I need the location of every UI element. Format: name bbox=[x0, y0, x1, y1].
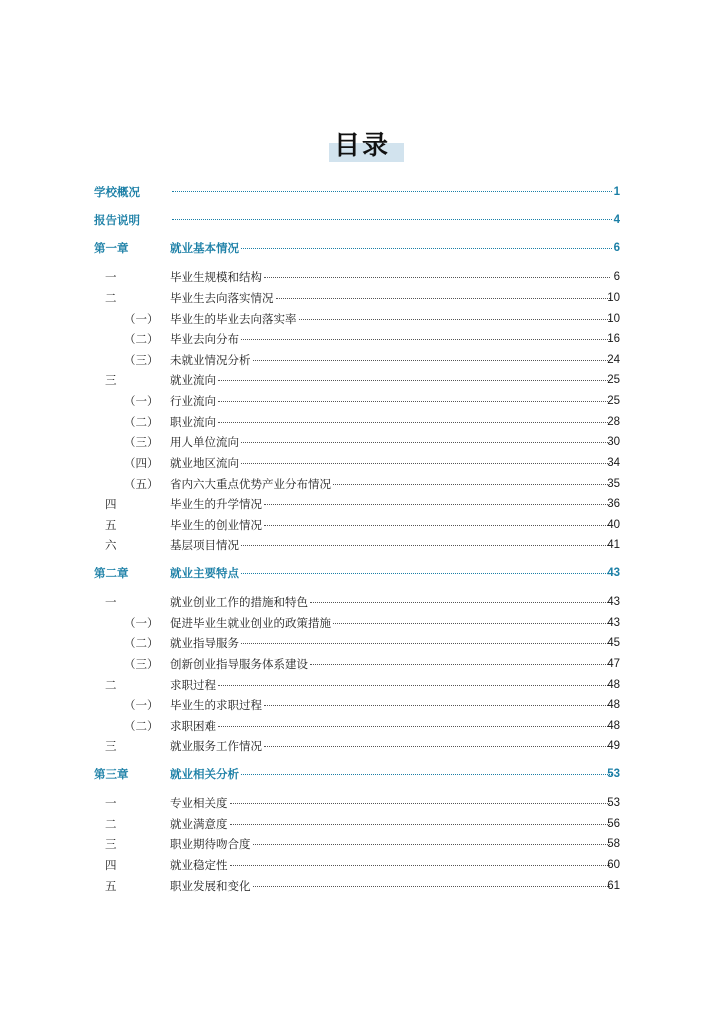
toc-entry-label: 就业创业工作的措施和特色 bbox=[170, 595, 308, 609]
toc-entry-page: 61 bbox=[607, 880, 620, 892]
toc-entry-number: （三） bbox=[124, 353, 159, 367]
toc-entry[interactable] bbox=[0, 453, 724, 473]
toc-entry-number: 六 bbox=[105, 538, 117, 552]
toc-entry-leader bbox=[170, 515, 612, 535]
toc-entry-leader bbox=[170, 288, 612, 308]
toc-entry-label: 就业指导服务 bbox=[170, 636, 239, 650]
dot-leader bbox=[172, 179, 612, 192]
toc-entry-page: 60 bbox=[607, 859, 620, 871]
toc-entry[interactable] bbox=[0, 267, 724, 287]
toc-entry-number: （二） bbox=[124, 332, 159, 346]
dot-leader bbox=[241, 533, 610, 546]
toc-entry-number: （三） bbox=[124, 435, 159, 449]
toc-entry-leader bbox=[170, 350, 612, 370]
toc-entry-page: 28 bbox=[607, 416, 620, 428]
dot-leader bbox=[264, 693, 610, 706]
dot-leader bbox=[241, 430, 610, 443]
toc-entry-leader bbox=[170, 453, 612, 473]
dot-leader bbox=[241, 631, 610, 644]
toc-entry-leader bbox=[170, 210, 614, 223]
toc-entry[interactable] bbox=[0, 695, 724, 715]
toc-entry-leader bbox=[170, 563, 614, 583]
toc-entry-number: 一 bbox=[105, 270, 117, 284]
toc-entry-page: 1 bbox=[613, 186, 620, 198]
toc-entry-number: 第三章 bbox=[94, 767, 129, 781]
toc-entry-number: （二） bbox=[124, 719, 159, 733]
toc-entry-label: 职业发展和变化 bbox=[170, 879, 251, 893]
toc-entry-leader bbox=[170, 876, 612, 896]
toc-entry[interactable] bbox=[0, 716, 724, 736]
toc-entry-number: （一） bbox=[124, 394, 159, 408]
toc-entry-leader bbox=[170, 238, 614, 258]
toc-entry-page: 36 bbox=[607, 498, 620, 510]
toc-entry[interactable] bbox=[0, 474, 724, 494]
dot-leader bbox=[241, 327, 610, 340]
toc-entry[interactable] bbox=[0, 834, 724, 854]
toc-entry[interactable] bbox=[0, 210, 724, 230]
toc-entry-label: 毕业生的创业情况 bbox=[170, 518, 262, 532]
toc-entry[interactable] bbox=[0, 814, 724, 834]
toc-entry-page: 10 bbox=[607, 292, 620, 304]
toc-entry-number: 学校概况 bbox=[94, 185, 140, 199]
dot-leader bbox=[241, 236, 612, 249]
toc-entry[interactable] bbox=[0, 563, 724, 583]
dot-leader bbox=[310, 652, 610, 665]
toc-entry[interactable] bbox=[0, 633, 724, 653]
toc-entry-leader bbox=[170, 855, 612, 875]
toc-entry-number: 第一章 bbox=[94, 241, 129, 255]
toc-entry[interactable] bbox=[0, 764, 724, 784]
toc-entry-page: 25 bbox=[607, 395, 620, 407]
toc-entry-page: 30 bbox=[607, 436, 620, 448]
dot-leader bbox=[333, 611, 610, 624]
toc-entry-number: （二） bbox=[124, 415, 159, 429]
toc-entry-page: 25 bbox=[607, 374, 620, 386]
toc-entry[interactable] bbox=[0, 592, 724, 612]
toc-entry-number: 三 bbox=[105, 739, 117, 753]
dot-leader bbox=[218, 389, 610, 402]
toc-entry-page: 35 bbox=[607, 478, 620, 490]
toc-entry[interactable] bbox=[0, 370, 724, 390]
dot-leader bbox=[264, 734, 610, 747]
toc-entry-number: （四） bbox=[124, 456, 159, 470]
toc-entry-number: 一 bbox=[105, 796, 117, 810]
toc-entry-page: 41 bbox=[607, 539, 620, 551]
toc-entry-page: 49 bbox=[607, 740, 620, 752]
toc-entry-number: （三） bbox=[124, 657, 159, 671]
toc-entry-label: 创新创业指导服务体系建设 bbox=[170, 657, 308, 671]
dot-leader bbox=[241, 762, 612, 775]
toc-entry-leader bbox=[170, 412, 612, 432]
toc-entry-label: 未就业情况分析 bbox=[170, 353, 251, 367]
dot-leader bbox=[264, 492, 610, 505]
toc-entry-label: 就业主要特点 bbox=[170, 566, 239, 580]
title-area bbox=[0, 128, 724, 168]
toc-entry[interactable] bbox=[0, 876, 724, 896]
toc-entry-label: 就业满意度 bbox=[170, 817, 228, 831]
toc-entry-leader bbox=[170, 695, 612, 715]
toc-entry-page: 48 bbox=[607, 699, 620, 711]
toc-entry-label: 用人单位流向 bbox=[170, 435, 239, 449]
toc-entry-leader bbox=[170, 474, 612, 494]
toc-entry-page: 43 bbox=[607, 617, 620, 629]
toc-entry-page: 6 bbox=[613, 242, 620, 254]
dot-leader bbox=[172, 207, 612, 220]
toc-entry[interactable] bbox=[0, 654, 724, 674]
toc-entry-label: 毕业生的求职过程 bbox=[170, 698, 262, 712]
toc-entry-label: 行业流向 bbox=[170, 394, 216, 408]
toc-entry-page: 34 bbox=[607, 457, 620, 469]
toc-entry-number: 五 bbox=[105, 879, 117, 893]
toc-entry-label: 毕业生的毕业去向落实率 bbox=[170, 312, 297, 326]
toc-entry-label: 专业相关度 bbox=[170, 796, 228, 810]
toc-entry-number: （一） bbox=[124, 312, 159, 326]
toc-entry-leader bbox=[170, 432, 612, 452]
toc-entry[interactable] bbox=[0, 182, 724, 202]
toc-entry-page: 40 bbox=[607, 519, 620, 531]
toc-entry[interactable] bbox=[0, 288, 724, 308]
toc-entry-leader bbox=[170, 329, 612, 349]
toc-entry-leader bbox=[170, 370, 612, 390]
toc-entry-label: 就业相关分析 bbox=[170, 767, 239, 781]
toc-entry-leader bbox=[170, 716, 612, 736]
dot-leader bbox=[333, 472, 610, 485]
dot-leader bbox=[253, 832, 611, 845]
toc-entry-leader bbox=[170, 834, 612, 854]
toc-entry-leader bbox=[170, 309, 612, 329]
toc-entry-page: 45 bbox=[607, 637, 620, 649]
toc-entry-number: （五） bbox=[124, 477, 159, 491]
toc-entry-number: 一 bbox=[105, 595, 117, 609]
toc-entry-page: 43 bbox=[607, 596, 620, 608]
toc-entry-page: 24 bbox=[607, 354, 620, 366]
dot-leader bbox=[218, 368, 610, 381]
toc-entry-leader bbox=[170, 633, 612, 653]
toc-entry[interactable] bbox=[0, 793, 724, 813]
toc-entry[interactable] bbox=[0, 350, 724, 370]
toc-entry-label: 毕业生去向落实情况 bbox=[170, 291, 274, 305]
dot-leader bbox=[253, 348, 611, 361]
toc-entry-page: 6 bbox=[613, 271, 620, 283]
toc-entry-leader bbox=[170, 675, 612, 695]
toc-entry-label: 求职困难 bbox=[170, 719, 216, 733]
toc-entry-number: （一） bbox=[124, 616, 159, 630]
toc-entry-number: 二 bbox=[105, 678, 117, 692]
toc-entry-number: 报告说明 bbox=[94, 213, 140, 227]
dot-leader bbox=[218, 714, 610, 727]
toc-entry-label: 就业流向 bbox=[170, 373, 216, 387]
toc-entry[interactable] bbox=[0, 238, 724, 258]
toc-entry[interactable] bbox=[0, 675, 724, 695]
toc-entry-leader bbox=[170, 764, 614, 784]
toc-entry-page: 10 bbox=[607, 313, 620, 325]
toc-entry[interactable] bbox=[0, 535, 724, 555]
toc-entry[interactable] bbox=[0, 515, 724, 535]
dot-leader bbox=[230, 812, 611, 825]
toc-entry-leader bbox=[170, 592, 612, 612]
toc-entry-page: 56 bbox=[607, 818, 620, 830]
toc-entry-page: 48 bbox=[607, 679, 620, 691]
toc-entry-number: （一） bbox=[124, 698, 159, 712]
toc-entry-label: 毕业去向分布 bbox=[170, 332, 239, 346]
toc-entry-label: 就业服务工作情况 bbox=[170, 739, 262, 753]
dot-leader bbox=[241, 561, 612, 574]
toc-entry[interactable] bbox=[0, 613, 724, 633]
dot-leader bbox=[241, 451, 610, 464]
toc-entry-number: （二） bbox=[124, 636, 159, 650]
dot-leader bbox=[218, 673, 610, 686]
toc-entry-leader bbox=[170, 535, 612, 555]
toc-entry-leader bbox=[170, 736, 612, 756]
toc-entry-label: 求职过程 bbox=[170, 678, 216, 692]
toc-entry[interactable] bbox=[0, 309, 724, 329]
toc-entry-page: 53 bbox=[607, 768, 620, 780]
toc-entry-label: 就业稳定性 bbox=[170, 858, 228, 872]
toc-entry-page: 4 bbox=[613, 214, 620, 226]
toc-entry-number: 三 bbox=[105, 373, 117, 387]
toc-entry-label: 职业流向 bbox=[170, 415, 216, 429]
toc-entry-number: 第二章 bbox=[94, 566, 129, 580]
toc-entry-number: 二 bbox=[105, 291, 117, 305]
toc-entry-leader bbox=[170, 494, 612, 514]
toc-entry-page: 58 bbox=[607, 838, 620, 850]
toc-entry-leader bbox=[170, 814, 612, 834]
toc-entry[interactable] bbox=[0, 412, 724, 432]
toc-entry-leader bbox=[170, 613, 612, 633]
toc-entry-leader bbox=[170, 267, 612, 287]
dot-leader bbox=[264, 265, 610, 278]
toc-entry-page: 53 bbox=[607, 797, 620, 809]
dot-leader bbox=[230, 853, 611, 866]
dot-leader bbox=[218, 410, 610, 423]
toc-entry[interactable] bbox=[0, 855, 724, 875]
toc-entry[interactable] bbox=[0, 391, 724, 411]
toc-entry-label: 就业地区流向 bbox=[170, 456, 239, 470]
toc-entry[interactable] bbox=[0, 494, 724, 514]
toc-entry-label: 毕业生规模和结构 bbox=[170, 270, 262, 284]
toc-entry-number: 四 bbox=[105, 858, 117, 872]
dot-leader bbox=[264, 513, 610, 526]
dot-leader bbox=[276, 286, 611, 299]
dot-leader bbox=[299, 307, 611, 320]
toc-entry-page: 16 bbox=[607, 333, 620, 345]
toc-entry-leader bbox=[170, 182, 614, 195]
toc-entry-label: 基层项目情况 bbox=[170, 538, 239, 552]
toc-entry-leader bbox=[170, 391, 612, 411]
toc-entry-number: 三 bbox=[105, 837, 117, 851]
toc-entry-page: 43 bbox=[607, 567, 620, 579]
toc-entry-number: 五 bbox=[105, 518, 117, 532]
toc-entry-leader bbox=[170, 793, 612, 813]
toc-entry[interactable] bbox=[0, 329, 724, 349]
toc-entry-label: 毕业生的升学情况 bbox=[170, 497, 262, 511]
dot-leader bbox=[253, 874, 611, 887]
toc-entry-page: 47 bbox=[607, 658, 620, 670]
toc-entry-label: 促进毕业生就业创业的政策措施 bbox=[170, 616, 331, 630]
toc-entry-label: 省内六大重点优势产业分布情况 bbox=[170, 477, 331, 491]
toc-entry[interactable] bbox=[0, 432, 724, 452]
toc-entry-label: 就业基本情况 bbox=[170, 241, 239, 255]
toc-entry-number: 二 bbox=[105, 817, 117, 831]
toc-entry-number: 四 bbox=[105, 497, 117, 511]
toc-entry-page: 48 bbox=[607, 720, 620, 732]
toc-entry[interactable] bbox=[0, 736, 724, 756]
dot-leader bbox=[230, 791, 611, 804]
dot-leader bbox=[310, 590, 610, 603]
toc-entry-label: 职业期待吻合度 bbox=[170, 837, 251, 851]
toc-entry-leader bbox=[170, 654, 612, 674]
page-title: 目录 bbox=[333, 131, 390, 161]
